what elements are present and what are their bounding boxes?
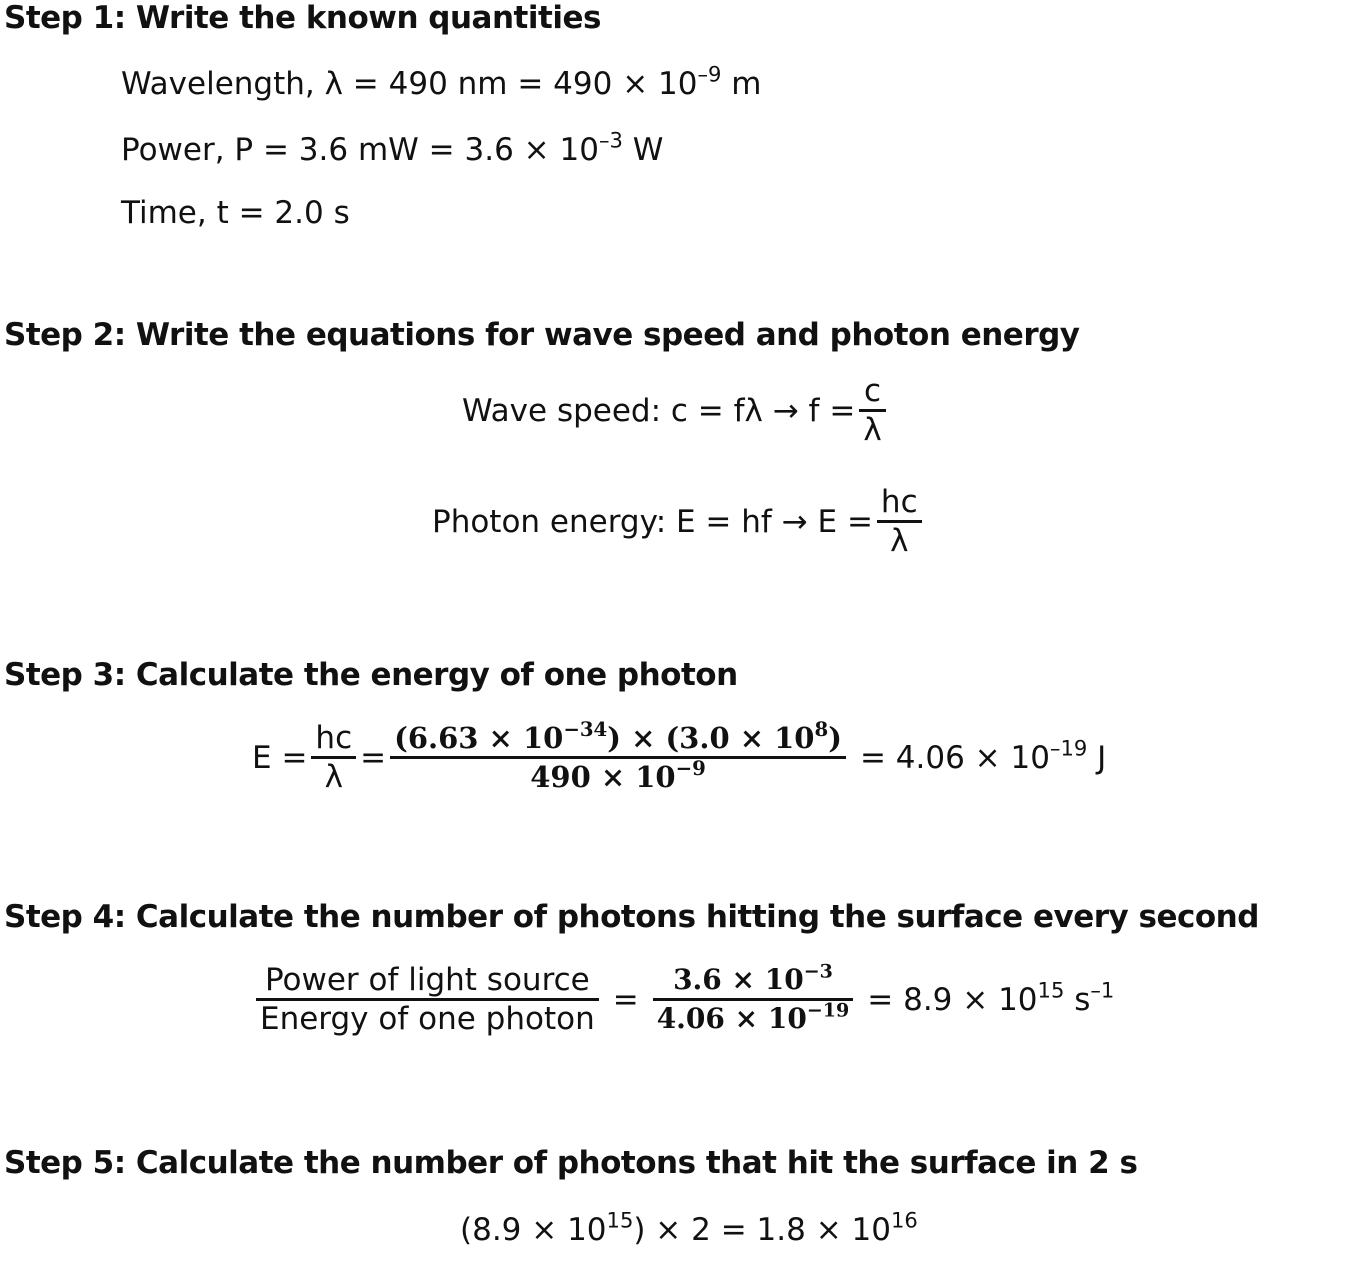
photon-energy-fraction: $\frac{hc}{\lambda}$ xyxy=(877,484,922,559)
photon-rate-calculation: $\frac{\text{Power of light source}}{\text{Energy of one photon}}$ = $\frac{3.6 \times 10^{-3}}{4.06 \times 10^{-19}}$ = $8.9 \times 10^{15}$ $s^{-1}$ xyxy=(252,962,1114,1037)
photon-energy-calculation: E = $\frac{hc}{\lambda}$ = $\frac{(6.63 \times 10^{-34}) \times (3.0 \times 10^8)}{490 \times 10^{-9}}$ = $4.06 \times 10^{-19}$ J xyxy=(252,717,1107,795)
photon-energy-equation: Photon energy: E = hf → E = $\frac{hc}{\lambda}$ xyxy=(432,484,926,559)
power-line: Power, P = 3.6 mW = $3.6 \times 10^{-3}$ W xyxy=(121,127,664,168)
step4-heading: Step 4: Calculate the number of photons hitting the surface every second xyxy=(4,899,1259,935)
substitution-fraction: $\frac{(6.63 \times 10^{-34}) \times (3.0 \times 10^8)}{490 \times 10^{-9}}$ xyxy=(390,720,846,795)
total-photons-result: $(8.9 \times 10^{15}) \times 2 = 1.8 \times 10^{16}$ xyxy=(460,1207,918,1248)
step1-heading: Step 1: Write the known quantities xyxy=(4,0,601,36)
step5-heading: Step 5: Calculate the number of photons that hit the surface in 2 s xyxy=(4,1145,1138,1181)
wave-speed-fraction: $\frac{c}{\lambda}$ xyxy=(859,373,885,448)
step3-heading: Step 3: Calculate the energy of one photon xyxy=(4,657,738,693)
wave-speed-equation: Wave speed: c = fλ → f = $\frac{c}{\lambda}$ xyxy=(462,373,890,448)
wavelength-line: Wavelength, λ = 490 nm = $490 \times 10^{-9}$ m xyxy=(121,61,762,102)
power-over-energy-fraction: $\frac{\text{Power of light source}}{\text{Energy of one photon}}$ xyxy=(256,962,599,1037)
photon-energy-result: = $4.06 \times 10^{-19}$ J xyxy=(859,734,1107,776)
photon-rate-fraction: $\frac{3.6 \times 10^{-3}}{4.06 \times 10^{-19}}$ xyxy=(653,962,854,1037)
time-line: Time, t = 2.0 s xyxy=(121,195,350,231)
hc-over-lambda-fraction: $\frac{hc}{\lambda}$ xyxy=(311,720,356,795)
step2-heading: Step 2: Write the equations for wave speed and photon energy xyxy=(4,317,1080,353)
photon-rate-result: = $8.9 \times 10^{15}$ $s^{-1}$ xyxy=(867,976,1115,1018)
